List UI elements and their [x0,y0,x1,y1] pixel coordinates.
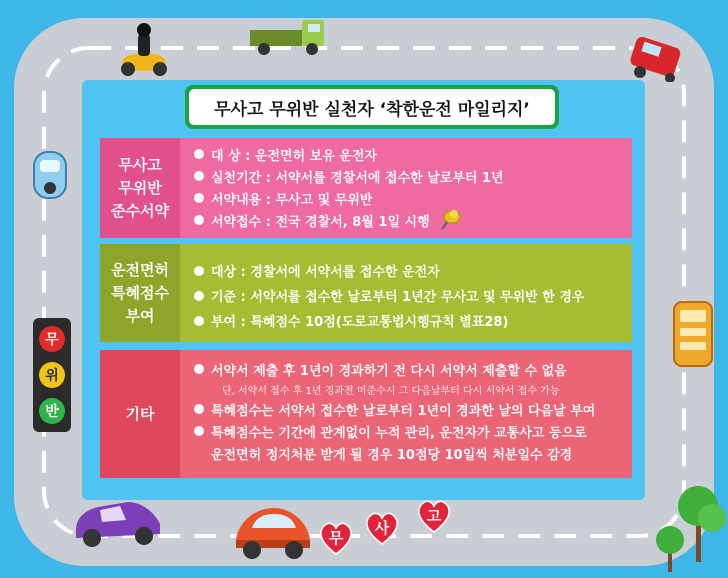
list-item: 서약내용 : 무사고 및 무위반 [194,187,632,209]
list-note: 단, 서약서 접수 후 1년 경과전 미준수시 그 다음날부터 다시 서약서 접수 가능 [222,385,560,397]
list-item: 기준 : 서약서를 접수한 날로부터 1년간 무사고 및 무위반 한 경우 [194,283,632,308]
bullet-icon [194,316,204,326]
bus-icon [668,298,718,372]
bullet-icon [194,149,204,159]
traffic-light [33,318,71,432]
red-car-icon [626,34,686,82]
pushpin-icon [436,207,462,233]
section-label-line: 기타 [125,404,155,423]
heart-badge: 사 [362,508,402,548]
bullet-icon [194,426,204,436]
list-item: 부여 : 특혜점수 10점(도로교통법시행규칙 별표28) [194,308,632,333]
traffic-lamp-green: 반 [39,398,65,424]
bullet-icon [194,404,204,414]
list-item: 대상 : 경찰서에 서약서를 접수한 운전자 [194,258,632,283]
section-label-line: 무위반 [118,178,162,197]
tree-icon [650,478,728,578]
list-item: 특혜점수는 서약서 접수한 날로부터 1년이 경과한 날의 다음날 부여 [194,398,632,420]
page-title: 무사고 무위반 실천자 ‘착한운전 마일리지’ [189,89,555,125]
section-label-points [100,244,180,342]
section-label-pledge [100,138,180,238]
list-item: 서약서 제출 후 1년이 경과하기 전 다시 서약서 제출할 수 없음 [194,358,632,380]
bullet-icon [194,364,204,374]
purple-car-icon [70,490,166,550]
section-body-pledge [180,138,632,238]
list-item: 대 상 : 운전면허 보유 운전자 [194,143,632,165]
section-body-other [180,350,632,478]
list-item: 특혜점수는 기간에 관계없이 누적 관리, 운전자가 교통사고 등으로 [194,420,632,442]
heart-badge: 고 [414,496,454,536]
traffic-lamp-yellow: 위 [39,362,65,388]
bullet-icon [194,291,204,301]
bullet-icon [194,215,204,225]
bullet-icon [194,193,204,203]
bullet-icon [194,266,204,276]
section-label-line: 부여 [125,306,155,325]
section-label-line: 준수서약 [111,201,169,220]
orange-car-icon [230,500,316,562]
list-item-continuation: 운전면허 정지처분 받게 될 경우 10점당 10일씩 처분일수 감경 [211,447,573,463]
scooter-icon [112,22,176,78]
list-item: 실천기간 : 서약서를 경찰서에 접수한 날로부터 1년 [194,165,632,187]
section-label-line: 운전면허 [111,260,169,279]
title-banner [185,85,559,129]
section-label-other [100,350,180,478]
section-label-line: 무사고 [118,155,162,174]
heart-badge: 무 [316,518,356,558]
list-item: 서약접수 : 전국 경찰서, 8월 1일 시행 [194,209,632,231]
traffic-lamp-red: 무 [39,326,65,352]
section-body-points [180,244,632,342]
blue-car-icon [28,148,72,204]
bullet-icon [194,171,204,181]
section-label-line: 특혜점수 [111,283,169,302]
truck-icon [248,16,328,56]
